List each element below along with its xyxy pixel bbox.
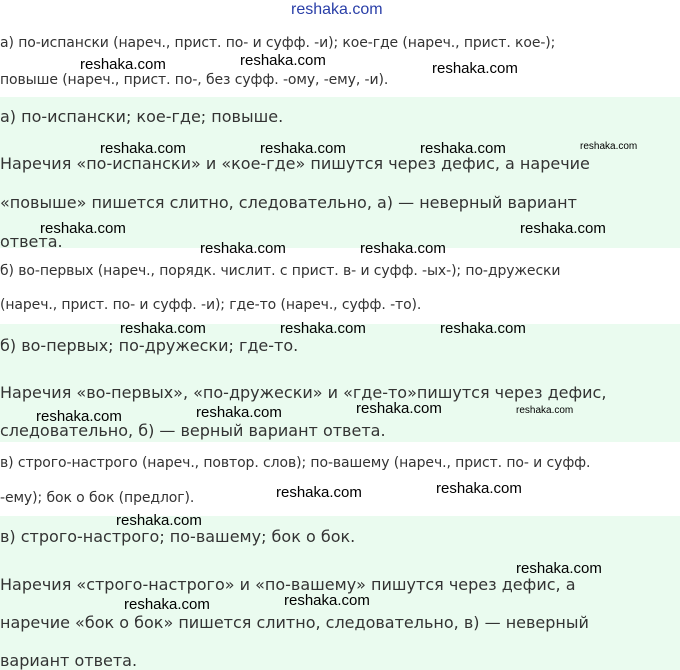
explanation-line: вариант ответа.	[0, 651, 138, 670]
analysis-line: в) строго-настрого (нареч., повтор. слов); по-вашему (нареч., прист. по- и суфф.	[0, 455, 591, 471]
watermark: reshaka.com	[360, 240, 446, 257]
answer-line: б) во-первых; по-дружески; где-то.	[0, 336, 299, 355]
watermark: reshaka.com	[40, 220, 126, 237]
answer-line: а) по-испански; кое-где; повыше.	[0, 107, 284, 126]
explanation-line: Наречия «строго-настрого» и «по-вашему» пишутся через дефис, а	[0, 575, 576, 594]
watermark: reshaka.com	[276, 484, 362, 501]
watermark: reshaka.com	[580, 141, 638, 152]
watermark: reshaka.com	[200, 240, 286, 257]
answer-line: в) строго-настрого; по-вашему; бок о бок.	[0, 527, 356, 546]
watermark: reshaka.com	[80, 56, 166, 73]
analysis-line: (нареч., прист. по- и суфф. -и); где-то (нареч., суфф. -то).	[0, 297, 422, 313]
explanation-line: наречие «бок о бок» пишется слитно, следовательно, в) — неверный	[0, 613, 589, 632]
watermark: reshaka.com	[440, 320, 526, 337]
analysis-line: а) по-испански (нареч., прист. по- и суфф. -и); кое-где (нареч., прист. кое-);	[0, 35, 556, 51]
watermark: reshaka.com	[116, 512, 202, 529]
analysis-line: повыше (нареч., прист. по-, без суфф. -ому, -ему, -и).	[0, 72, 389, 88]
watermark: reshaka.com	[284, 592, 370, 609]
watermark: reshaka.com	[280, 320, 366, 337]
explanation-line: Наречия «по-испански» и «кое-где» пишутся через дефис, а наречие	[0, 154, 590, 173]
explanation-line: следовательно, б) — верный вариант ответа.	[0, 421, 386, 440]
analysis-line: -ему); бок о бок (предлог).	[0, 490, 195, 506]
analysis-line: б) во-первых (нареч., порядк. числит. с прист. в- и суфф. -ых-); по-дружески	[0, 263, 561, 279]
watermark: reshaka.com	[516, 560, 602, 577]
watermark: reshaka.com	[432, 60, 518, 77]
explanation-line: Наречия «во-первых», «по-дружески» и «где-то»пишутся через дефис,	[0, 383, 607, 402]
watermark: reshaka.com	[260, 140, 346, 157]
watermark: reshaka.com	[240, 52, 326, 69]
watermark: reshaka.com	[520, 220, 606, 237]
watermark: reshaka.com	[36, 408, 122, 425]
watermark: reshaka.com	[356, 400, 442, 417]
watermark: reshaka.com	[196, 404, 282, 421]
explanation-line: «повыше» пишется слитно, следовательно, а) — неверный вариант	[0, 193, 577, 212]
watermark: reshaka.com	[100, 140, 186, 157]
watermark: reshaka.com	[124, 596, 210, 613]
explanation-line: ответа.	[0, 232, 63, 251]
watermark: reshaka.com	[120, 320, 206, 337]
watermark: reshaka.com	[420, 140, 506, 157]
top-watermark: reshaka.com	[291, 1, 383, 18]
watermark: reshaka.com	[436, 480, 522, 497]
watermark: reshaka.com	[516, 405, 574, 416]
